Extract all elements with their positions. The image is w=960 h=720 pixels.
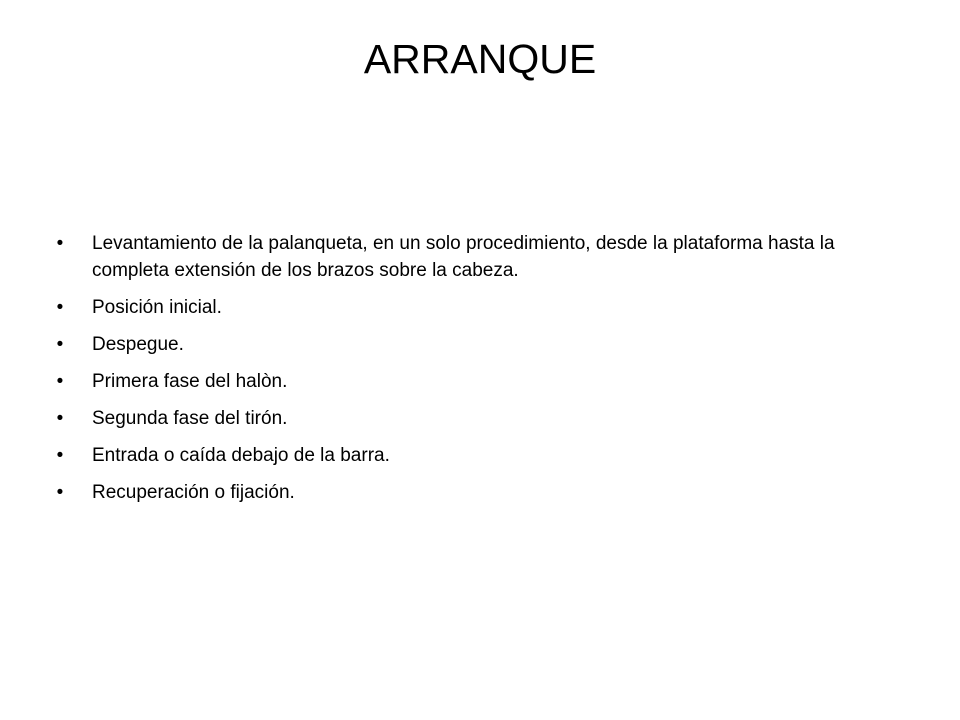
bullet-icon: •	[56, 445, 64, 466]
bullet-text: Posición inicial.	[92, 297, 222, 318]
bullet-item	[54, 294, 914, 321]
bullet-list	[54, 230, 914, 516]
bullet-text: Recuperación o fijación.	[92, 482, 295, 503]
bullet-icon: •	[56, 408, 64, 429]
bullet-item	[54, 479, 914, 506]
bullet-icon: •	[56, 334, 64, 355]
bullet-icon: •	[56, 297, 64, 318]
slide-title: ARRANQUE	[363, 36, 597, 82]
bullet-item	[54, 442, 914, 469]
bullet-item	[54, 331, 914, 358]
bullet-text: Primera fase del halòn.	[92, 371, 288, 392]
bullet-item	[54, 368, 914, 395]
bullet-text: Segunda fase del tirón.	[92, 408, 288, 429]
bullet-item	[54, 405, 914, 432]
bullet-icon: •	[56, 371, 64, 392]
bullet-item	[54, 230, 914, 284]
bullet-text: Despegue.	[92, 334, 184, 355]
bullet-text: Levantamiento de la palanqueta, en un solo procedimiento, desde la plataforma hasta la completa extensión de los brazos sobre la cabeza.	[92, 233, 835, 281]
bullet-text: Entrada o caída debajo de la barra.	[92, 445, 390, 466]
bullet-icon: •	[56, 233, 64, 254]
bullet-icon: •	[56, 482, 64, 503]
